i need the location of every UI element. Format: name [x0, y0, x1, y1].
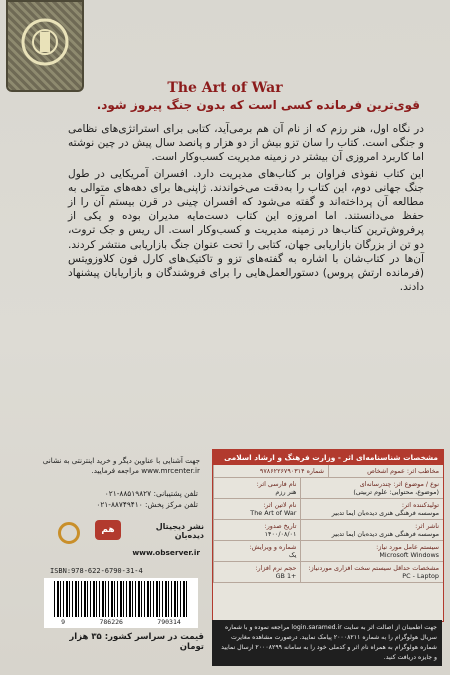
- barcode-bars: [54, 581, 188, 617]
- phone-numbers: [56, 488, 198, 510]
- info-cell: [300, 562, 443, 582]
- info-cell: [213, 499, 300, 519]
- info-row: [213, 499, 443, 520]
- publisher-name: نشر دیجیتال دیده‌بان: [155, 522, 204, 540]
- info-cell: [213, 478, 300, 498]
- info-row: [213, 478, 443, 499]
- info-value: موسسه فرهنگی هنری دیده‌بان ایما تدبیر: [331, 530, 439, 538]
- info-cell: [213, 541, 300, 561]
- isbn-barcode: [44, 578, 198, 628]
- info-table-heading: مشخصات شناسنامه‌ای اثر - وزارت فرهنگ و ارشاد اسلامی: [213, 450, 443, 465]
- info-value: یک: [288, 551, 297, 559]
- info-key: تولیدکننده اثر:: [401, 501, 439, 509]
- info-key: شماره ۹۷۸۶۲۲۶۷۹۰۳۱۴: [259, 467, 324, 475]
- description-paragraph: این کتاب نفوذی فراوان بر کتاب‌های مدیریت دارد. افسران آمریکایی در طول جنگ جهانی دوم، این کتاب را به‌دقت می‌خواندند. ژاپنی‌ها برای دهه‌های متوالی به مطالعه آن پرداخته‌اند و گفته می‌شود که افسران چینی در قرن بیستم آن را از حفظ می‌دانستند. اما امروزه این کتاب دست‌مایه مدیران بوده و یکی از پرفروش‌ترین کتاب‌ها در زمینه مدیریت و کسب‌وکار است. ال ریس و جک تروت، دو تن از بزرگان بازاریابی جهان، کتابی را تحت عنوان جنگ بازاریابی منتشر کردند. آن‌ها در کتاب‌شان با اشاره به گفته‌های تزو و تاکتیک‌های کارل فون کلاوزویتس (فرمانده ارتش پروس) دستورالعمل‌هایی را برای فروشندگان و بازاریابان پیشنهاد دادند.: [68, 167, 424, 294]
- info-value: Microsoft Windows: [379, 551, 439, 559]
- info-key: ناشر اثر:: [415, 522, 439, 530]
- info-value: +1 GB: [275, 572, 297, 580]
- publisher-logo: هم: [95, 520, 121, 540]
- book-description: [68, 122, 424, 296]
- barcode-digit-group: 786226: [99, 618, 123, 626]
- barcode-digits: [44, 618, 198, 626]
- barcode-digit-group: 9: [61, 618, 66, 626]
- info-value: هنر رزم: [275, 488, 297, 496]
- info-row: [213, 541, 443, 562]
- info-value: ۱۴۰۰/۰۸/۰۱: [264, 530, 297, 538]
- info-cell: [300, 520, 443, 540]
- info-key: حجم نرم افزار:: [255, 564, 297, 572]
- authenticity-note: جهت اطمینان از اصالت اثر به سایت login.saramed.ir مراجعه نموده و با شماره سریال هولوگرام را به شماره ۲۰۰۰۸۲۱۱ پیامک نمایید. درصورت مشاهده مغایرت شماره هولوگرام به همراه نام اثر و کدملی خود را به سامانه ۲۰۰۰۸۲۹۹ ارسال نمایید و جایزه دریافت کنید.: [212, 620, 442, 666]
- info-key: مشخصات حداقل سیستم سخت افزاری موردنیاز:: [308, 564, 439, 572]
- sales-phone: تلفن مرکز پخش: ۸۸۷۴۹۴۱۰-۰۲۱: [96, 500, 198, 509]
- identity-info-table: [212, 449, 444, 622]
- info-key: تاریخ صدور:: [264, 522, 297, 530]
- book-tagline: قوی‌ترین فرمانده کسی است که بدون جنگ پیروز شود.: [96, 98, 420, 112]
- info-cell: [328, 465, 443, 477]
- publisher-website: www.observer.ir: [132, 548, 200, 557]
- book-title-english: The Art of War: [167, 80, 283, 96]
- info-cell: [300, 541, 443, 561]
- info-value: موسسه فرهنگی هنری دیده‌بان ایما تدبیر: [331, 509, 439, 517]
- info-key: سیستم عامل مورد نیاز:: [376, 543, 439, 551]
- info-key: شماره و ویرایش:: [249, 543, 297, 551]
- barcode-digit-group: 790314: [157, 618, 181, 626]
- info-row: [213, 465, 443, 478]
- info-key: نام فارسی اثر:: [256, 480, 297, 488]
- info-cell: [213, 520, 300, 540]
- isbn-label: ISBN:978-622-6790-31-4: [50, 567, 143, 575]
- description-paragraph: در نگاه اول، هنر رزم که از نام آن هم برمی‌آید، کتابی برای استراتژی‌های نظامی و جنگی است. کتاب را سان تزو بیش از دو هزار و پانصد سال پیش در چین نوشته اما کاربرد امروزی آن بیشتر در زمینه مدیریت کسب‌وکار است.: [68, 123, 424, 164]
- hologram-seal: [6, 0, 84, 92]
- support-phone: تلفن پشتیبانی: ۸۸۵۱۹۸۲۷-۰۲۱: [104, 489, 198, 498]
- info-cell: [300, 499, 443, 519]
- info-value: (موضوع، محتوایی: علوم تربیتی): [353, 488, 439, 496]
- info-row: [213, 562, 443, 583]
- info-cell: [213, 465, 328, 477]
- info-row: [213, 520, 443, 541]
- info-key: نوع / موضوع اثر: چندرسانه‌ای: [359, 480, 439, 488]
- info-value: The Art of War: [250, 509, 297, 517]
- info-cell: [213, 562, 300, 582]
- buy-online-text: جهت آشنایی با عناوین دیگر و خرید اینترنتی به نشانی www.mrcenter.ir مراجعه فرمایید.: [42, 456, 200, 475]
- info-key: نام لاتین اثر:: [263, 501, 297, 509]
- price-label: قیمت در سراسر کشور: ۳۵ هزار تومان: [69, 632, 204, 652]
- info-cell: [300, 478, 443, 498]
- secondary-logo-icon: [58, 522, 80, 544]
- seal-emblem-icon: [20, 14, 70, 74]
- info-value: PC - Laptop: [402, 572, 439, 580]
- info-key: مخاطب اثر: عموم اشخاص: [367, 467, 439, 475]
